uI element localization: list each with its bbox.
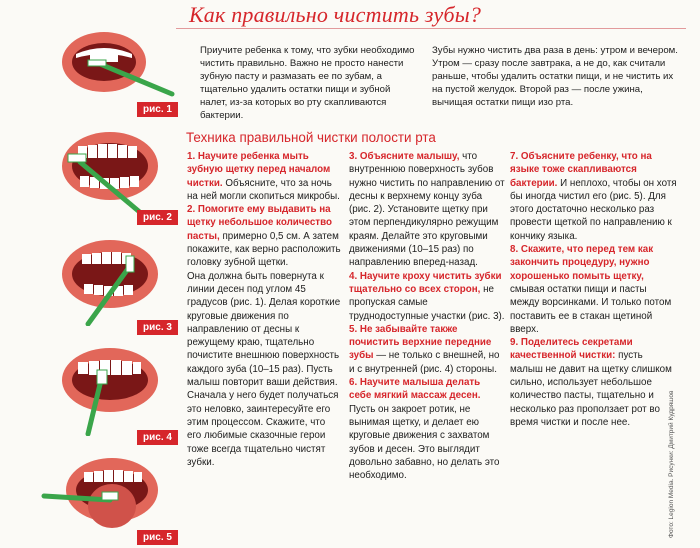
step-7-number: 7. bbox=[510, 151, 519, 162]
step-5-body: — не только с внешней, но и с внутренней (рис. 4) стороны. bbox=[349, 350, 500, 375]
step-3-number: 3. bbox=[349, 151, 358, 162]
step-2-body-continued: Она должна быть повернута к линии десен под углом 45 градусов (рис. 1). Делая короткие круговые движения по направлению от десны к режущему краю, тщательно почистите внешнюю поверхность каждого зуба (10–15 раз). Пусть малыш повторит ваши действия. Сначала у него будет получаться это неловко, заинтересуйте его этим процессом. Скажите, что его любимые сказочные герои тоже всегда тщательно чистят зубки. bbox=[187, 270, 341, 468]
section-heading: Техника правильной чистки полости рта bbox=[186, 130, 436, 145]
step-4 bbox=[349, 270, 505, 323]
step-2 bbox=[187, 203, 341, 269]
step-2-body: примерно 0,5 см. А затем покажите, как верно расположить головку зубной щетки. bbox=[187, 230, 341, 269]
figure-2-label: рис. 2 bbox=[137, 210, 178, 225]
step-5-title: Не забывайте также почистить верхние передние зубы bbox=[349, 323, 492, 362]
step-9-body: пусть малыш не давит на щетку слишком сильно, использует небольшое количество пасты, тщательно и несколько раз проползает рот во время чистки и после нее. bbox=[510, 350, 672, 428]
step-2-title: Помогите ему выдавить на щетку небольшое количество пасты, bbox=[187, 204, 332, 242]
step-1-title: Научите ребенка мыть зубную щетку перед началом чистки. bbox=[187, 151, 331, 189]
figure-4 bbox=[40, 336, 180, 436]
photo-credit: Фото: Legion Media. Рисунки: Дмитрий Кудряшов bbox=[668, 390, 675, 538]
figure-2 bbox=[40, 118, 180, 218]
step-8-number: 8. bbox=[510, 244, 519, 256]
step-3-title: Объясните малышу, bbox=[359, 151, 460, 162]
title-divider bbox=[176, 28, 686, 29]
step-6-number: 6. bbox=[349, 377, 358, 389]
step-3 bbox=[349, 150, 505, 270]
step-5-number: 5. bbox=[349, 323, 358, 335]
intro-left-text: Приучите ребенка к тому, что зубки необходимо чистить правильно. Важно не просто нанести зубную пасту и размазать ее по зубам, а тщательно удалить остатки пищи и зубной налет, из-за которых во рту скапливаются бактерии. bbox=[200, 45, 415, 122]
figure-3 bbox=[40, 226, 180, 326]
step-3-body: что внутреннюю поверхность зубов нужно чистить по направлению от десны к верхнему концу зуба (рис. 2). Установите щетку при этом перпендикулярно режущим краям. Делайте это круговыми движениями (10–15 раз) по направлению вперед-назад. bbox=[349, 151, 505, 269]
step-9-number: 9. bbox=[510, 337, 519, 349]
column-1 bbox=[187, 150, 341, 469]
figure-1-label: рис. 1 bbox=[137, 102, 178, 117]
step-6-title: Научите малыша делать себе мягкий массаж десен. bbox=[349, 377, 481, 402]
step-7-body: И неплохо, чтобы он хотя бы иногда чистил его (рис. 5). Для этого достаточно несколько раз провести щеткой по направлению к кончику языка. bbox=[510, 177, 677, 242]
step-2-number: 2. bbox=[187, 204, 196, 216]
step-1-number: 1. bbox=[187, 151, 196, 162]
step-4-number: 4. bbox=[349, 270, 358, 282]
mouth-open-brush-icon bbox=[40, 10, 180, 110]
column-3 bbox=[510, 150, 678, 429]
step-8-title: Скажите, что перед тем как закончить процедуру, нужно хорошенько помыть щетку, bbox=[510, 244, 654, 282]
step-6 bbox=[349, 376, 505, 482]
step-4-body: не пропуская самые труднодоступные участки (рис. 3). bbox=[349, 283, 505, 322]
mouth-front-teeth-brush-icon bbox=[40, 336, 180, 436]
step-5 bbox=[349, 323, 505, 376]
step-7-title: Объясните ребенку, что на языке тоже скапливаются бактерии. bbox=[510, 151, 652, 189]
page-title: Как правильно чистить зубы? bbox=[189, 2, 482, 27]
mouth-teeth-brush-icon bbox=[40, 118, 180, 218]
step-1-body: Объясните, что за ночь на ней могли скопиться микробы. bbox=[187, 177, 340, 202]
step-6-body: Пусть он закроет ротик, не вынимая щетку, и делает ею круговые движения с захватом зубов и десен. Это выглядит довольно забавно, но делать это необходимо. bbox=[349, 403, 500, 482]
figure-3-label: рис. 3 bbox=[137, 320, 178, 335]
mouth-teeth-brush-vertical-icon bbox=[40, 226, 180, 326]
step-9 bbox=[510, 336, 678, 429]
step-8-body: смывая остатки пищи и пасты между ворсинками. И только потом поставить ее в стакан щетиной вверх. bbox=[510, 283, 672, 335]
intro-right-text: Зубы нужно чистить два раза в день: утром и вечером. Утром — сразу после завтрака, а не до, как считали раньше, чтобы удалить остатки пищи, и не чистить их на пустой желудок. Второй раз — после ужина, вычищая остатки пищи изо рта. bbox=[432, 45, 678, 109]
figure-1 bbox=[40, 10, 180, 110]
step-4-title: Научите кроху чистить зубки тщательно со всех сторон, bbox=[349, 270, 502, 295]
step-7 bbox=[510, 150, 678, 243]
step-9-title: Поделитесь секретами качественной чистки: bbox=[510, 337, 633, 362]
figure-4-label: рис. 4 bbox=[137, 430, 178, 445]
figure-5-label: рис. 5 bbox=[137, 530, 178, 545]
step-1 bbox=[187, 150, 341, 203]
column-2 bbox=[349, 150, 505, 482]
step-8 bbox=[510, 243, 678, 336]
